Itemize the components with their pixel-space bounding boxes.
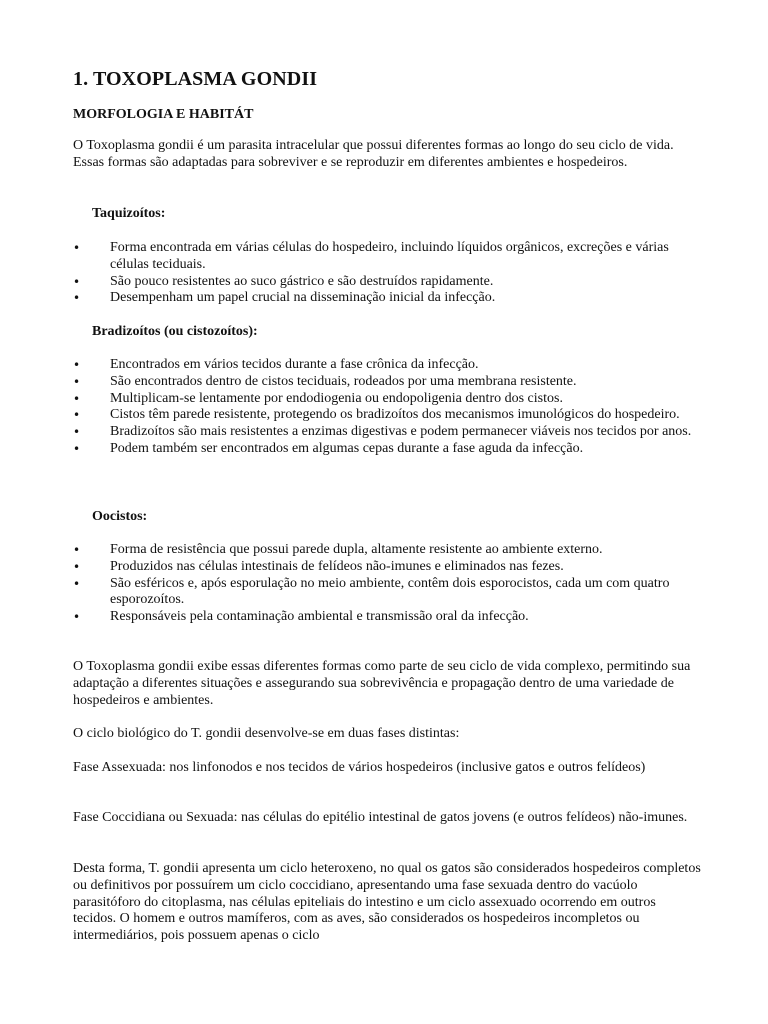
bullet-icon: • [73,374,81,389]
bullet-icon: • [73,425,81,440]
list-item [73,407,703,424]
list-item [73,357,703,374]
bullet-icon: • [73,408,81,423]
list-item [73,374,703,391]
paragraph-fase-assexuada: Fase Assexuada: nos linfonodos e nos tecidos de vários hospedeiros (inclusive gatos e outros felídeos) [73,760,646,775]
list-item [73,441,703,458]
bullet-list-oocistos [73,542,703,626]
list-item-text: Forma encontrada em várias células do hospedeiro, incluindo líquidos orgânicos, excreções e várias células teciduais. [110,240,669,272]
list-item-text: Produzidos nas células intestinais de felídeos não-imunes e eliminados nas fezes. [110,558,564,574]
subheading-taquizoitos: Taquizoítos: [92,206,166,221]
bullet-icon: • [73,441,81,456]
list-item [73,609,703,626]
bullet-icon: • [73,610,81,625]
bullet-icon: • [73,274,81,289]
subheading-bradizoitos: Bradizoítos (ou cistozoítos): [92,324,258,339]
bullet-list-taquizoitos [73,240,703,307]
list-item [73,424,703,441]
bullet-icon: • [73,543,81,557]
list-item [73,576,703,610]
list-item [73,391,703,408]
bullet-list-bradizoitos [73,357,703,458]
paragraph-ciclo-heteroxeno: Desta forma, T. gondii apresenta um ciclo heteroxeno, no qual os gatos são considerados hospedeiros completos ou definitivos por possuírem um ciclo coccidiano, apresentando uma fase sexuada dentro do vacúolo parasitóforo do citoplasma, nas células epiteliais do intestino e um ciclo assexuado ocorrendo em outros tecidos. O homem e outros mamíferos, com as aves, são considerados os hospedeiros incompletos ou intermediários, pois possuem apenas o ciclo [73,861,701,944]
list-item-text: Multiplicam-se lentamente por endodiogenia ou endopoligenia dentro dos cistos. [110,390,563,406]
list-item-text: São encontrados dentro de cistos teciduais, rodeados por uma membrana resistente. [110,373,577,389]
list-item-text: Encontrados em vários tecidos durante a fase crônica da infecção. [110,357,479,372]
list-item [73,290,703,307]
bullet-icon: • [73,241,81,255]
paragraph-ciclo: O ciclo biológico do T. gondii desenvolve-se em duas fases distintas: [73,726,460,741]
bullet-icon: • [73,559,81,574]
list-item [73,274,703,291]
bullet-icon: • [73,291,81,306]
list-item-text: São pouco resistentes ao suco gástrico e são destruídos rapidamente. [110,273,494,289]
list-item-text: Bradizoítos são mais resistentes a enzimas digestivas e podem permanecer viáveis nos tecidos por anos. [110,424,692,440]
paragraph-fase-coccidiana: Fase Coccidiana ou Sexuada: nas células do epitélio intestinal de gatos jovens (e outros felídeos) não-imunes. [73,810,688,825]
list-item [73,240,703,274]
list-item-text: Forma de resistência que possui parede dupla, altamente resistente ao ambiente externo. [110,542,603,557]
paragraph-formas: O Toxoplasma gondii exibe essas diferentes formas como parte de seu ciclo de vida complexo, permitindo sua adaptação a diferentes situações e assegurando sua sobrevivência e propagação dentro de uma variedade de hospedeiros e ambientes. [73,659,691,708]
list-item [73,542,703,559]
list-item-text: Responsáveis pela contaminação ambiental e transmissão oral da infecção. [110,609,529,625]
bullet-icon: • [73,391,81,406]
section-title: MORFOLOGIA E HABITÁT [73,107,254,122]
list-item [73,559,703,576]
page-title: 1. TOXOPLASMA GONDII [73,68,318,90]
list-item-text: Cistos têm parede resistente, protegendo os bradizoítos dos mecanismos imunológicos do hospedeiro. [110,407,680,423]
intro-paragraph: O Toxoplasma gondii é um parasita intracelular que possui diferentes formas ao longo do seu ciclo de vida. Essas formas são adaptadas para sobreviver e se reproduzir em diferentes ambientes e hospedeiros. [73,138,674,170]
list-item-text: Desempenham um papel crucial na disseminação inicial da infecção. [110,290,496,306]
list-item-text: Podem também ser encontrados em algumas cepas durante a fase aguda da infecção. [110,440,584,456]
bullet-icon: • [73,358,81,372]
bullet-icon: • [73,576,81,591]
list-item-text: São esféricos e, após esporulação no meio ambiente, contêm dois esporocistos, cada um com quatro esporozoítos. [110,575,670,608]
subheading-oocistos: Oocistos: [92,509,148,524]
